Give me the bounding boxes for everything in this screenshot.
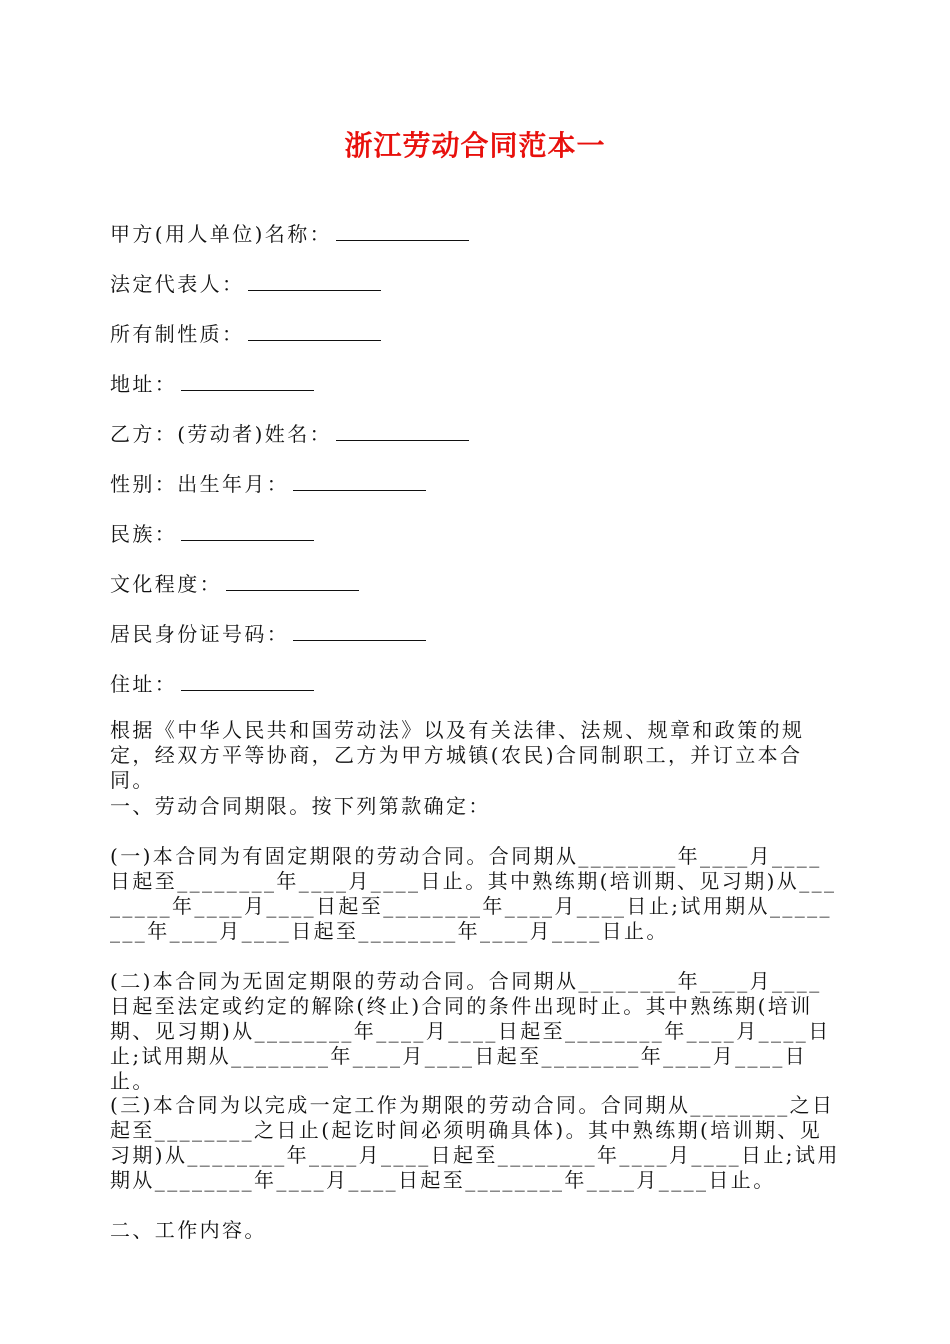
fill-in-blank[interactable]	[248, 270, 381, 291]
field-label: 法定代表人：	[110, 272, 245, 296]
field-ownership-type	[110, 320, 381, 347]
field-residence	[110, 670, 314, 697]
field-ethnicity	[110, 520, 314, 547]
preamble-paragraph: 根据《中华人民共和国劳动法》以及有关法律、法规、规章和政策的规定，经双方平等协商，乙方为甲方城镇(农民)合同制职工，并订立本合同。	[110, 718, 805, 792]
field-label: 文化程度：	[110, 572, 222, 596]
fill-in-blank[interactable]	[181, 520, 314, 541]
field-education	[110, 570, 359, 597]
field-label: 地址：	[110, 372, 178, 396]
document-title: 浙江劳动合同范本一	[344, 129, 606, 162]
fill-in-blank[interactable]	[181, 370, 314, 391]
field-label: 民族：	[110, 522, 178, 546]
clause-open-ended: (二)本合同为无固定期限的劳动合同。合同期从________年____月____日起至法定或约定的解除(终止)合同的条件出现时止。其中熟练期(培训期、见习期)从________年____月____日起至________年____月____日止;试用期从________年____月____日起至________年____月____日止。	[110, 969, 831, 1093]
field-label: 性别：出生年月：	[110, 472, 290, 496]
clause-task-based: (三)本合同为以完成一定工作为期限的劳动合同。合同期从________之日起至________之日止(起讫时间必须明确具体)。其中熟练期(培训期、见习期)从________年____月____日起至________年____月____日止;试用期从________年____月____日起至________年____月____日止。	[110, 1093, 840, 1192]
fill-in-blank[interactable]	[293, 620, 426, 641]
section-heading-term: 一、劳动合同期限。按下列第款确定：	[110, 794, 491, 818]
fill-in-blank[interactable]	[293, 470, 426, 491]
fill-in-blank[interactable]	[248, 320, 381, 341]
field-gender-birth	[110, 470, 426, 497]
field-id-number	[110, 620, 426, 647]
field-address	[110, 370, 314, 397]
field-legal-representative	[110, 270, 381, 297]
fill-in-blank[interactable]	[336, 420, 469, 441]
fill-in-blank[interactable]	[226, 570, 359, 591]
field-label: 乙方：(劳动者)姓名：	[110, 422, 333, 446]
field-label: 所有制性质：	[110, 322, 245, 346]
field-employer-name	[110, 220, 469, 247]
section-heading-work-content: 二、工作内容。	[110, 1218, 267, 1242]
field-employee-name	[110, 420, 469, 447]
field-label: 住址：	[110, 672, 178, 696]
fill-in-blank[interactable]	[181, 670, 314, 691]
clause-fixed-term: (一)本合同为有固定期限的劳动合同。合同期从________年____月____日起至________年____月____日止。其中熟练期(培训期、见习期)从________年____月____日起至________年____月____日止;试用期从________年____月____日起至________年____月____日止。	[110, 844, 837, 943]
fill-in-blank[interactable]	[336, 220, 469, 241]
field-label: 甲方(用人单位)名称：	[110, 222, 333, 246]
field-label: 居民身份证号码：	[110, 622, 290, 646]
